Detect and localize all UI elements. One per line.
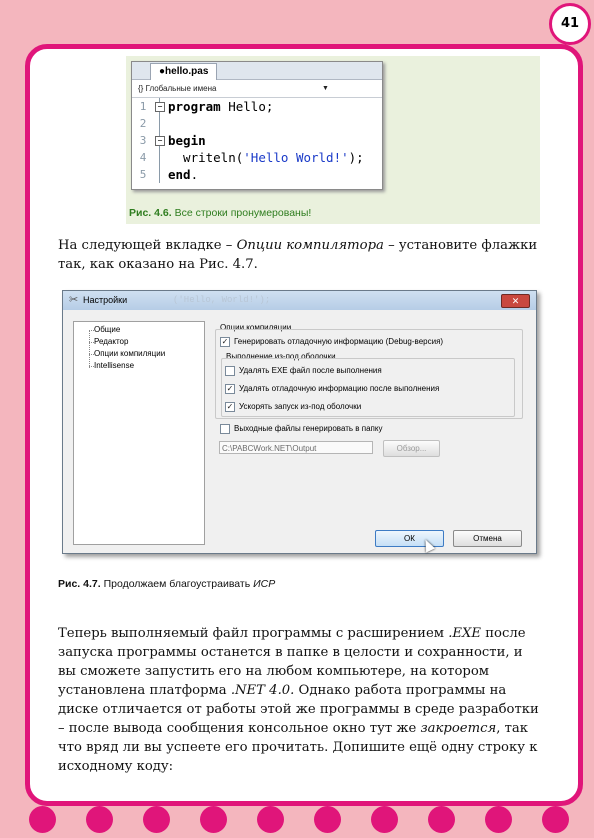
- text: , так что вряд ли вы успеете его прочитать. Допишите ещё одну строку к исходному коду:: [58, 721, 538, 774]
- browse-button[interactable]: Обзор...: [383, 440, 440, 457]
- code-text: program Hello;: [168, 99, 274, 114]
- figure-caption: [129, 207, 311, 219]
- decorative-dot: [86, 806, 113, 833]
- figure-caption: [58, 578, 275, 590]
- scope-label: {} Глобальные имена: [138, 84, 217, 93]
- tree-item-intellisense[interactable]: Intellisense: [94, 361, 135, 370]
- italic-text: закроется: [420, 721, 497, 736]
- text: – установите флажки так, как оказано на Рис. 4.7.: [58, 238, 538, 272]
- code-area[interactable]: [132, 98, 382, 183]
- file-tab[interactable]: ●hello.pas: [150, 63, 217, 80]
- code-line: [132, 132, 382, 149]
- output-folder-checkbox[interactable]: [220, 424, 230, 434]
- code-text: writeln('Hello World!');: [168, 150, 364, 165]
- tree-item-editor[interactable]: Редактор: [94, 337, 129, 346]
- background-code-text: ('Hello, World!');: [173, 295, 271, 305]
- debug-label: Генерировать отладочную информацию (Debug-версия): [234, 337, 444, 346]
- paragraph: [58, 236, 542, 274]
- decorative-dot: [371, 806, 398, 833]
- italic-text: Опции компилятора: [236, 238, 384, 253]
- editor-tabbar: [132, 62, 382, 80]
- caption-prefix: Рис. 4.7.: [58, 578, 101, 590]
- code-line: [132, 166, 382, 183]
- delete-exe-label: Удалять EXE файл после выполнения: [239, 366, 382, 375]
- code-line: [132, 115, 382, 132]
- ok-button[interactable]: ОК: [375, 530, 444, 547]
- decorative-dot: [143, 806, 170, 833]
- compile-options-heading: Опции компиляции: [220, 323, 292, 332]
- scope-dropdown[interactable]: [132, 80, 382, 98]
- code-text: begin: [168, 133, 206, 148]
- decorative-dot: [257, 806, 284, 833]
- debug-checkbox[interactable]: ✓: [221, 337, 229, 346]
- settings-dialog: [62, 290, 537, 554]
- text: На следующей вкладке –: [58, 238, 237, 253]
- tools-icon: ✂: [69, 294, 79, 306]
- decorative-dot: [29, 806, 56, 833]
- decorative-dot: [428, 806, 455, 833]
- code-editor: [131, 61, 383, 190]
- code-text: end.: [168, 167, 199, 182]
- line-number: 4: [139, 151, 147, 164]
- figure-code-editor: [126, 56, 540, 224]
- line-number: 3: [139, 134, 147, 147]
- output-folder-label: Выходные файлы генерировать в папку: [234, 424, 383, 433]
- tree-line: [89, 330, 90, 368]
- text: Однако работа программы на диске отличается от работы этой же программы в среде разработки – после вывода сообщения консольное окно тут же: [58, 683, 539, 736]
- decorative-dot: [200, 806, 227, 833]
- settings-tree: [73, 321, 205, 545]
- text: после запуска программы останется в папке в целости и сохранности, и вы сможете запустить его на любом компьютере, на котором установлена платформа: [58, 626, 526, 698]
- code-line: [132, 98, 382, 115]
- decorative-dot: [542, 806, 569, 833]
- caption-text: Продолжаем благоустраивать: [100, 578, 254, 590]
- chevron-down-icon: ▼: [322, 85, 329, 92]
- decorative-dots: [0, 802, 594, 838]
- line-number: 5: [139, 168, 147, 181]
- fold-toggle-icon[interactable]: −: [155, 136, 165, 146]
- code-line: [132, 149, 382, 166]
- decorative-dot: [314, 806, 341, 833]
- dialog-title: Настройки: [83, 295, 128, 305]
- cancel-button[interactable]: Отмена: [453, 530, 522, 547]
- fast-start-label: Ускорять запуск из-под оболочки: [239, 402, 362, 411]
- tree-item-general[interactable]: Общие: [94, 325, 121, 334]
- close-button[interactable]: ✕: [501, 294, 530, 308]
- text: Теперь выполняемый файл программы с расширением: [58, 626, 449, 641]
- fold-toggle-icon[interactable]: −: [155, 102, 165, 112]
- dialog-titlebar: [63, 291, 536, 310]
- line-number: 2: [139, 117, 147, 130]
- delete-exe-checkbox[interactable]: [225, 366, 235, 376]
- tree-item-compiler-options[interactable]: Опции компиляции: [94, 349, 166, 358]
- fast-start-checkbox[interactable]: ✓: [226, 402, 234, 411]
- shell-group-heading: Выполнение из-под оболочки: [226, 352, 336, 361]
- caption-prefix: Рис. 4.6.: [129, 207, 172, 219]
- italic-text: .NET 4.0.: [230, 683, 295, 698]
- italic-text: .EXE: [448, 626, 482, 641]
- page-number: 41: [549, 3, 591, 45]
- delete-debug-label: Удалять отладочную информацию после выполнения: [239, 384, 440, 393]
- delete-debug-checkbox[interactable]: ✓: [226, 384, 234, 393]
- caption-italic: ИСР: [253, 578, 276, 590]
- caption-text: Все строки пронумерованы!: [171, 207, 312, 219]
- paragraph: [58, 624, 542, 776]
- line-number: 1: [139, 100, 147, 113]
- output-path-input[interactable]: C:\PABCWork.NET\Output: [219, 441, 373, 454]
- decorative-dot: [485, 806, 512, 833]
